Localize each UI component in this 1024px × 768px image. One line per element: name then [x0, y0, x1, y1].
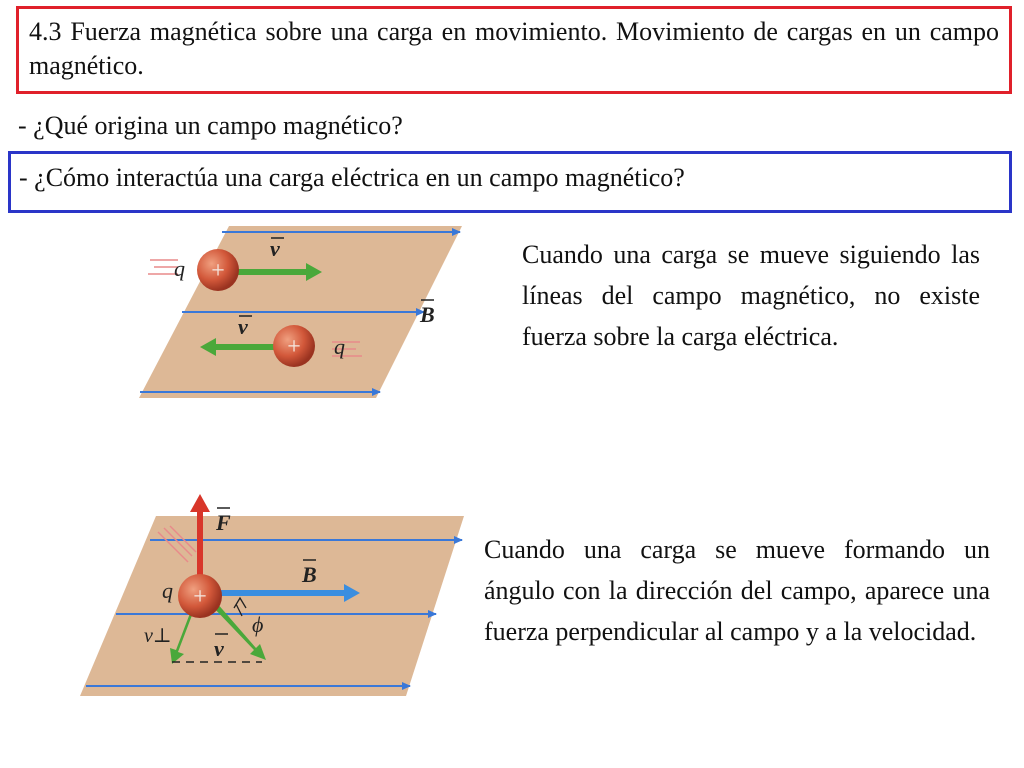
- section-title: 4.3 Fuerza magnética sobre una carga en movimiento. Movimiento de cargas en un campo magnético.: [29, 17, 999, 80]
- field-label: B: [420, 302, 435, 327]
- paragraph-angled: Cuando una carga se mueve formando un ángulo con la dirección del campo, aparece una fuerza perpendicular al campo y a la velocidad.: [484, 535, 990, 646]
- figure-angled-motion: [76, 490, 466, 700]
- section-title-box: [16, 6, 1012, 94]
- field-plane: [80, 516, 464, 696]
- figure-parallel-motion: [134, 222, 464, 402]
- charge-sign: +: [193, 584, 207, 610]
- angle-label: ϕ: [252, 612, 264, 637]
- charge-label: q: [162, 578, 173, 603]
- velocity-perp-label: v⊥: [144, 625, 172, 647]
- paragraph-parallel: Cuando una carga se mueve siguiendo las líneas del campo magnético, no existe fuerza sobre la carga eléctrica.: [522, 240, 980, 351]
- velocity-label: v: [214, 636, 224, 661]
- charge-label: q: [334, 334, 345, 359]
- velocity-label: v: [270, 236, 280, 261]
- question-interaction: - ¿Cómo interactúa una carga eléctrica en un campo magnético?: [19, 163, 685, 192]
- question-interaction-box: [8, 151, 1012, 213]
- charge-sign: +: [287, 334, 301, 360]
- charge-label: q: [174, 256, 185, 281]
- question-origin-magnetic-field: - ¿Qué origina un campo magnético?: [18, 111, 403, 140]
- field-label: B: [302, 562, 317, 587]
- velocity-label: v: [238, 314, 248, 339]
- force-label: F: [216, 510, 231, 535]
- charge-sign: +: [211, 258, 225, 284]
